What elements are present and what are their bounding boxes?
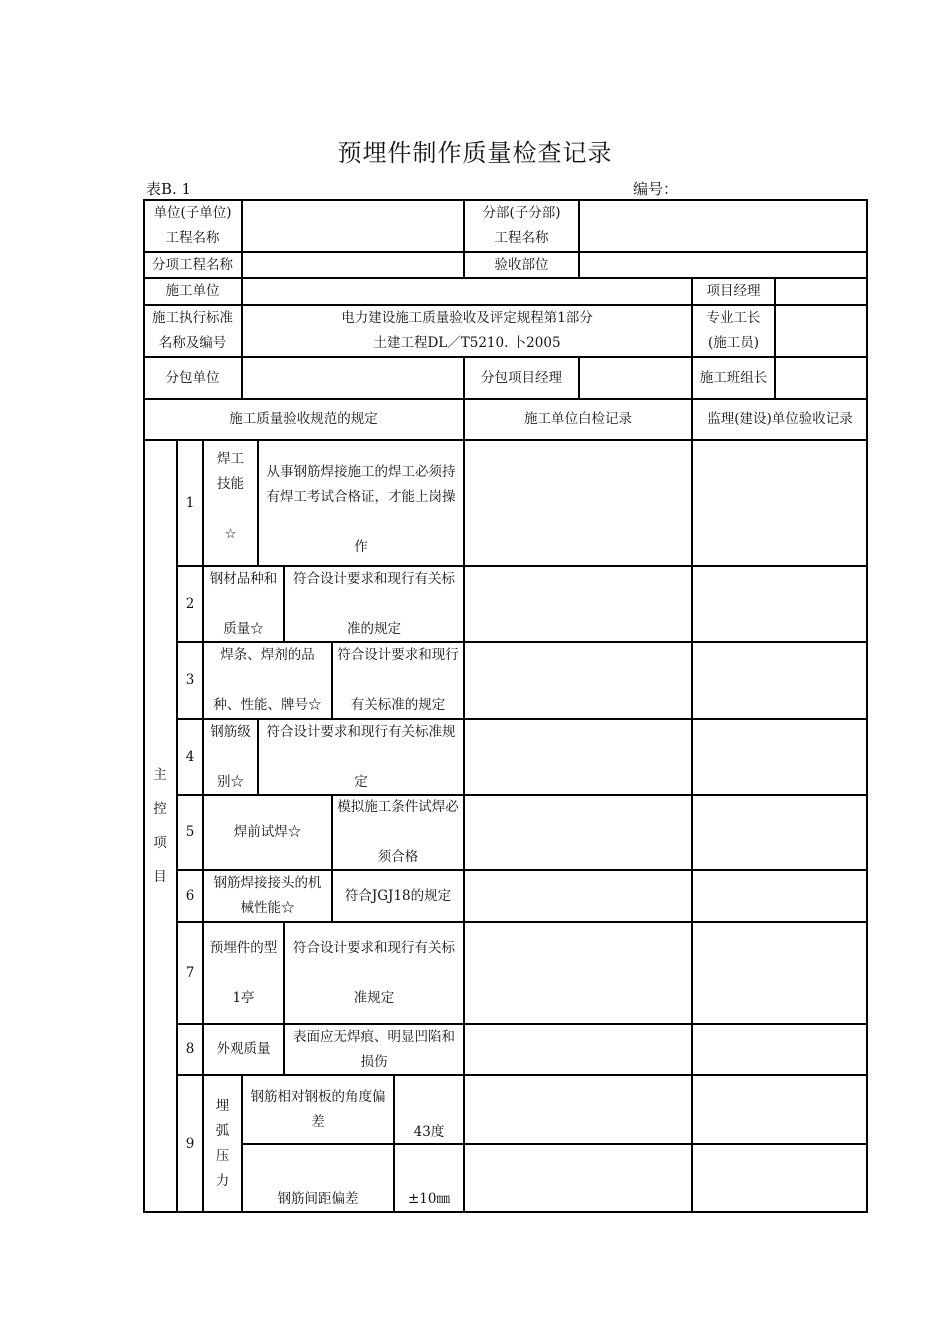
unit-name-field[interactable] xyxy=(242,199,464,252)
contractor-field[interactable] xyxy=(242,278,692,305)
item-9b-self-check[interactable] xyxy=(464,1144,692,1213)
item-9b-value: ±10㎜ xyxy=(394,1144,464,1213)
sub-item-label: 分项工程名称 xyxy=(143,252,242,278)
item-2-name: 钢材品种和 质量☆ xyxy=(203,566,284,642)
item-5-name: 焊前试焊☆ xyxy=(203,795,332,870)
standard-value: 电力建设施工质量验收及评定规程第1部分 土建工程DL／T5210. 卜2005 xyxy=(242,305,692,357)
item-9b-supervision[interactable] xyxy=(692,1144,868,1213)
item-5-self-check[interactable] xyxy=(464,795,692,870)
item-5-requirement: 模拟施工条件试焊必 须合格 xyxy=(332,795,464,870)
project-manager-label: 项目经理 xyxy=(692,278,775,305)
item-8-self-check[interactable] xyxy=(464,1024,692,1075)
item-4-self-check[interactable] xyxy=(464,719,692,795)
item-6-requirement: 符合JGJ18的规定 xyxy=(332,870,464,922)
item-1-name: 焊工 技能 ☆ xyxy=(203,440,258,566)
sub-part-field[interactable] xyxy=(579,199,868,252)
foreman-label: 专业工长 (施工员) xyxy=(692,305,775,357)
item-9b-name: 钢筋间距偏差 xyxy=(242,1144,394,1213)
item-6-name: 钢筋焊接接头的机 械性能☆ xyxy=(203,870,332,922)
standard-label: 施工执行标准 名称及编号 xyxy=(143,305,242,357)
item-1-requirement: 从事钢筋焊接施工的焊工必须持有焊工考试合格证，才能上岗操 作 xyxy=(258,440,464,566)
team-leader-label: 施工班组长 xyxy=(692,357,775,399)
item-6-self-check[interactable] xyxy=(464,870,692,922)
sub-pm-field[interactable] xyxy=(579,357,692,399)
item-8-no: 8 xyxy=(177,1024,203,1075)
item-4-name: 钢筋级 别☆ xyxy=(203,719,258,795)
spec-column-header: 施工质量验收规范的规定 xyxy=(143,399,464,440)
item-3-no: 3 xyxy=(177,642,203,719)
item-3-requirement: 符合设计要求和现行 有关标准的规定 xyxy=(332,642,464,719)
item-5-no: 5 xyxy=(177,795,203,870)
item-7-supervision[interactable] xyxy=(692,922,868,1024)
project-manager-field[interactable] xyxy=(775,278,868,305)
table-code: 表B. 1 xyxy=(146,180,192,198)
main-control-section-label: 主 控 项 目 xyxy=(143,440,177,1213)
item-6-no: 6 xyxy=(177,870,203,922)
item-2-no: 2 xyxy=(177,566,203,642)
item-9-no: 9 xyxy=(177,1075,203,1213)
item-8-name: 外观质量 xyxy=(203,1024,284,1075)
supervision-column-header: 监理(建设)单位验收记录 xyxy=(692,399,868,440)
item-2-supervision[interactable] xyxy=(692,566,868,642)
item-4-no: 4 xyxy=(177,719,203,795)
item-6-supervision[interactable] xyxy=(692,870,868,922)
item-8-supervision[interactable] xyxy=(692,1024,868,1075)
sub-item-field[interactable] xyxy=(242,252,464,278)
acceptance-part-field[interactable] xyxy=(579,252,868,278)
item-3-self-check[interactable] xyxy=(464,642,692,719)
item-9a-self-check[interactable] xyxy=(464,1075,692,1144)
acceptance-part-label: 验收部位 xyxy=(464,252,579,278)
team-leader-field[interactable] xyxy=(775,357,868,399)
sub-part-label: 分部(子分部) 工程名称 xyxy=(464,199,579,252)
item-9a-supervision[interactable] xyxy=(692,1075,868,1144)
item-1-supervision[interactable] xyxy=(692,440,868,566)
item-1-self-check[interactable] xyxy=(464,440,692,566)
serial-number-label: 编号： xyxy=(633,180,679,198)
sub-pm-label: 分包项目经理 xyxy=(464,357,579,399)
subcontractor-field[interactable] xyxy=(242,357,464,399)
item-3-supervision[interactable] xyxy=(692,642,868,719)
item-1-no: 1 xyxy=(177,440,203,566)
item-7-self-check[interactable] xyxy=(464,922,692,1024)
item-9a-name: 钢筋相对钢板的角度偏 差 xyxy=(242,1075,394,1144)
unit-label: 单位(子单位) 工程名称 xyxy=(143,199,242,252)
item-7-name: 预埋件的型 1亭 xyxy=(203,922,284,1024)
item-7-no: 7 xyxy=(177,922,203,1024)
item-3-name: 焊条、焊剂的品 种、性能、牌号☆ xyxy=(203,642,332,719)
contractor-label: 施工单位 xyxy=(143,278,242,305)
item-8-requirement: 表面应无焊痕、明显凹陷和 损伤 xyxy=(284,1024,464,1075)
subcontractor-label: 分包单位 xyxy=(143,357,242,399)
self-check-column-header: 施工单位白检记录 xyxy=(464,399,692,440)
foreman-field[interactable] xyxy=(775,305,868,357)
item-5-supervision[interactable] xyxy=(692,795,868,870)
item-9a-value: 43度 xyxy=(394,1075,464,1144)
item-9-name: 埋 弧 压 力 xyxy=(203,1075,242,1213)
item-7-requirement: 符合设计要求和现行有关标 准规定 xyxy=(284,922,464,1024)
item-4-requirement: 符合设计要求和现行有关标准规 定 xyxy=(258,719,464,795)
item-4-supervision[interactable] xyxy=(692,719,868,795)
item-2-requirement: 符合设计要求和现行有关标 准的规定 xyxy=(284,566,464,642)
item-2-self-check[interactable] xyxy=(464,566,692,642)
page-title: 预埋件制作质量检查记录 xyxy=(337,139,613,167)
